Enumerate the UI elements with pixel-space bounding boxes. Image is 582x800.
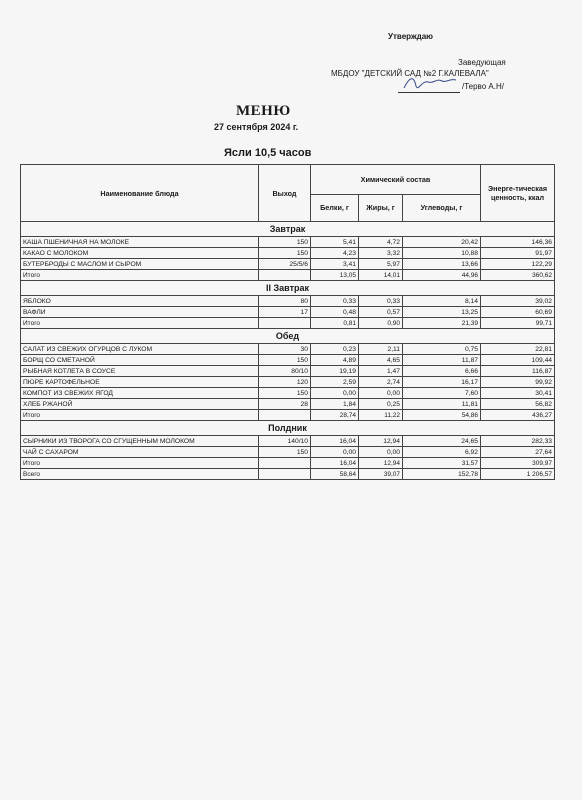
table-row — [21, 307, 555, 318]
dish-name: БУТЕРБРОДЫ С МАСЛОМ И СЫРОМ — [21, 259, 259, 270]
dish-protein: 0,48 — [311, 307, 359, 318]
dish-carb: 7,60 — [403, 388, 481, 399]
dish-energy: 116,87 — [481, 366, 555, 377]
total-label: Итого — [21, 270, 259, 281]
dish-yield: 25/5/6 — [259, 259, 311, 270]
meal-section-header — [21, 421, 555, 436]
total-carb: 31,57 — [403, 458, 481, 469]
meal-total-row — [21, 410, 555, 421]
table-row — [21, 355, 555, 366]
menu-table-body — [21, 222, 555, 480]
total-yield-empty — [259, 270, 311, 281]
meal-total-row — [21, 458, 555, 469]
total-energy: 309,97 — [481, 458, 555, 469]
total-label: Итого — [21, 458, 259, 469]
table-row — [21, 366, 555, 377]
dish-fat: 2,74 — [359, 377, 403, 388]
col-header-carb: Углеводы, г — [403, 194, 481, 221]
col-header-energy: Энерге-тическая ценность, ккал — [481, 165, 555, 222]
col-header-protein: Белки, г — [311, 194, 359, 221]
dish-yield: 150 — [259, 355, 311, 366]
dish-fat: 0,33 — [359, 296, 403, 307]
col-header-chem: Химический состав — [311, 165, 481, 195]
total-label: Итого — [21, 318, 259, 329]
total-protein: 13,05 — [311, 270, 359, 281]
col-header-yield: Выход — [259, 165, 311, 222]
table-row — [21, 399, 555, 410]
col-header-fat: Жиры, г — [359, 194, 403, 221]
dish-name: СЫРНИКИ ИЗ ТВОРОГА СО СГУЩЕННЫМ МОЛОКОМ — [21, 436, 259, 447]
grand-total-protein: 58,64 — [311, 469, 359, 480]
total-energy: 99,71 — [481, 318, 555, 329]
total-carb: 44,96 — [403, 270, 481, 281]
dish-energy: 109,44 — [481, 355, 555, 366]
dish-name: РЫБНАЯ КОТЛЕТА В СОУСЕ — [21, 366, 259, 377]
dish-carb: 8,14 — [403, 296, 481, 307]
approval-title: Утверждаю — [388, 32, 433, 41]
dish-protein: 0,33 — [311, 296, 359, 307]
dish-yield: 120 — [259, 377, 311, 388]
signature-mark — [400, 72, 460, 94]
meal-section-header — [21, 281, 555, 296]
dish-name: КОМПОТ ИЗ СВЕЖИХ ЯГОД — [21, 388, 259, 399]
grand-total-yield-empty — [259, 469, 311, 480]
dish-energy: 39,02 — [481, 296, 555, 307]
total-fat: 11,22 — [359, 410, 403, 421]
dish-fat: 2,11 — [359, 344, 403, 355]
dish-fat: 3,32 — [359, 248, 403, 259]
dish-carb: 11,87 — [403, 355, 481, 366]
table-row — [21, 447, 555, 458]
table-row — [21, 436, 555, 447]
dish-energy: 282,33 — [481, 436, 555, 447]
dish-name: КАША ПШЕНИЧНАЯ НА МОЛОКЕ — [21, 237, 259, 248]
dish-energy: 99,92 — [481, 377, 555, 388]
table-row — [21, 259, 555, 270]
dish-yield: 80/10 — [259, 366, 311, 377]
total-carb: 54,86 — [403, 410, 481, 421]
dish-energy: 22,81 — [481, 344, 555, 355]
dish-carb: 20,42 — [403, 237, 481, 248]
dish-carb: 11,81 — [403, 399, 481, 410]
dish-yield: 140/10 — [259, 436, 311, 447]
dish-fat: 0,25 — [359, 399, 403, 410]
dish-energy: 60,69 — [481, 307, 555, 318]
grand-total-energy: 1 206,57 — [481, 469, 555, 480]
dish-yield: 30 — [259, 344, 311, 355]
dish-energy: 27,64 — [481, 447, 555, 458]
table-row — [21, 344, 555, 355]
dish-energy: 91,97 — [481, 248, 555, 259]
dish-name: ХЛЕБ РЖАНОЙ — [21, 399, 259, 410]
table-row — [21, 248, 555, 259]
dish-carb: 13,25 — [403, 307, 481, 318]
table-row — [21, 296, 555, 307]
dish-protein: 0,00 — [311, 447, 359, 458]
dish-name: БОРЩ СО СМЕТАНОЙ — [21, 355, 259, 366]
menu-date: 27 сентября 2024 г. — [214, 122, 299, 132]
menu-group: Ясли 10,5 часов — [224, 147, 312, 159]
menu-title: МЕНЮ — [236, 103, 291, 119]
dish-yield: 150 — [259, 248, 311, 259]
dish-carb: 6,92 — [403, 447, 481, 458]
dish-name: ЯБЛОКО — [21, 296, 259, 307]
table-row — [21, 377, 555, 388]
dish-carb: 13,66 — [403, 259, 481, 270]
signature-line — [398, 92, 460, 93]
meal-section-header — [21, 329, 555, 344]
dish-yield: 17 — [259, 307, 311, 318]
dish-carb: 24,65 — [403, 436, 481, 447]
total-fat: 12,94 — [359, 458, 403, 469]
total-yield-empty — [259, 458, 311, 469]
dish-energy: 122,29 — [481, 259, 555, 270]
dish-carb: 6,66 — [403, 366, 481, 377]
dish-carb: 16,17 — [403, 377, 481, 388]
dish-protein: 4,89 — [311, 355, 359, 366]
dish-yield: 28 — [259, 399, 311, 410]
dish-protein: 4,23 — [311, 248, 359, 259]
total-carb: 21,39 — [403, 318, 481, 329]
col-header-name: Наименование блюда — [21, 165, 259, 222]
dish-name: ВАФЛИ — [21, 307, 259, 318]
dish-fat: 1,47 — [359, 366, 403, 377]
meal-section-header — [21, 222, 555, 237]
meal-title: Завтрак — [21, 222, 555, 237]
approver-name: /Терво А.Н/ — [462, 82, 504, 91]
dish-yield: 80 — [259, 296, 311, 307]
dish-fat: 0,00 — [359, 388, 403, 399]
dish-yield: 150 — [259, 447, 311, 458]
grand-total-fat: 39,07 — [359, 469, 403, 480]
grand-total-label: Всего — [21, 469, 259, 480]
total-energy: 360,62 — [481, 270, 555, 281]
dish-fat: 4,72 — [359, 237, 403, 248]
dish-carb: 10,88 — [403, 248, 481, 259]
total-yield-empty — [259, 410, 311, 421]
dish-protein: 3,41 — [311, 259, 359, 270]
dish-energy: 56,82 — [481, 399, 555, 410]
dish-protein: 16,04 — [311, 436, 359, 447]
total-protein: 16,04 — [311, 458, 359, 469]
meal-title: Обед — [21, 329, 555, 344]
dish-energy: 146,36 — [481, 237, 555, 248]
dish-protein: 19,19 — [311, 366, 359, 377]
dish-protein: 2,59 — [311, 377, 359, 388]
meal-total-row — [21, 270, 555, 281]
total-fat: 14,01 — [359, 270, 403, 281]
dish-yield: 150 — [259, 388, 311, 399]
dish-protein: 1,84 — [311, 399, 359, 410]
dish-fat: 0,00 — [359, 447, 403, 458]
dish-energy: 30,41 — [481, 388, 555, 399]
dish-protein: 5,41 — [311, 237, 359, 248]
total-protein: 0,81 — [311, 318, 359, 329]
meal-title: Полдник — [21, 421, 555, 436]
total-energy: 436,27 — [481, 410, 555, 421]
table-row — [21, 237, 555, 248]
organization-name: МБДОУ "ДЕТСКИЙ САД №2 Г.КАЛЕВАЛА" — [331, 69, 489, 78]
dish-fat: 12,94 — [359, 436, 403, 447]
dish-carb: 0,75 — [403, 344, 481, 355]
approver-position: Заведующая — [458, 58, 506, 67]
dish-name: ЧАЙ С САХАРОМ — [21, 447, 259, 458]
table-row — [21, 388, 555, 399]
dish-fat: 4,65 — [359, 355, 403, 366]
total-label: Итого — [21, 410, 259, 421]
menu-table — [20, 164, 555, 480]
total-fat: 0,90 — [359, 318, 403, 329]
total-yield-empty — [259, 318, 311, 329]
dish-protein: 0,00 — [311, 388, 359, 399]
meal-total-row — [21, 318, 555, 329]
dish-protein: 0,23 — [311, 344, 359, 355]
dish-name: КАКАО С МОЛОКОМ — [21, 248, 259, 259]
dish-fat: 5,97 — [359, 259, 403, 270]
dish-fat: 0,57 — [359, 307, 403, 318]
dish-name: ПЮРЕ КАРТОФЕЛЬНОЕ — [21, 377, 259, 388]
grand-total-row — [21, 469, 555, 480]
dish-name: САЛАТ ИЗ СВЕЖИХ ОГУРЦОВ С ЛУКОМ — [21, 344, 259, 355]
dish-yield: 150 — [259, 237, 311, 248]
grand-total-carb: 152,78 — [403, 469, 481, 480]
meal-title: II Завтрак — [21, 281, 555, 296]
total-protein: 28,74 — [311, 410, 359, 421]
